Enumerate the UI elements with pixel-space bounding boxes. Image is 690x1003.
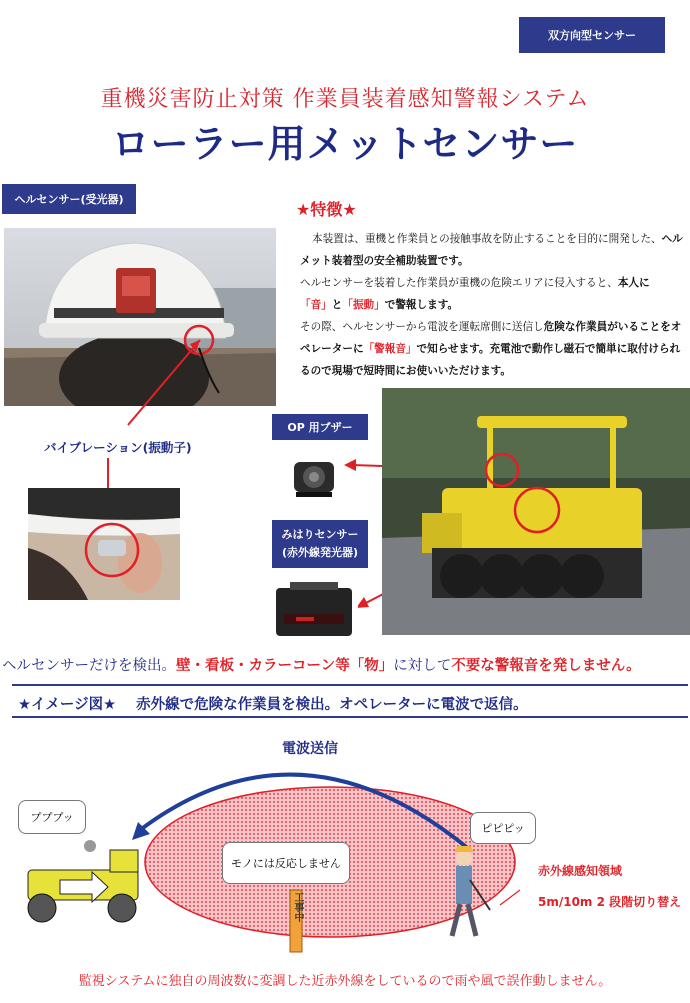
hel-sensor-label: ヘルセンサー(受光器)	[2, 184, 136, 214]
features-p2e: 「振動」	[342, 299, 385, 311]
rule-top	[12, 684, 688, 686]
ir-switch-label: 5m/10m 2 段階切り替え	[538, 895, 682, 909]
image-label: ★イメージ図★	[18, 697, 117, 713]
warning-a: ヘルセンサーだけを検出。	[2, 658, 176, 674]
features-p2c: 「音」	[300, 299, 332, 311]
ir-area-label: 赤外線感知領域	[538, 864, 623, 878]
mihari-label-line1: みはりセンサー	[281, 528, 359, 541]
features-p2b: 本人に	[617, 277, 650, 289]
features-p3b: 危険な作業員がいることをオペレーターに	[300, 321, 682, 355]
image-text: 赤外線で危険な作業員を検出。オペレーターに電波で返信。	[136, 697, 528, 713]
header-badge: 双方向型センサー	[519, 17, 665, 53]
bubble-left: プププッ	[18, 800, 86, 834]
vibration-label: バイブレーション(振動子)	[44, 440, 192, 455]
mihari-sensor-label	[272, 520, 368, 568]
features-p2a: ヘルセンサーを装着した作業員が重機の危険エリアに侵入すると、	[300, 277, 618, 289]
warning-c: 「物」	[349, 658, 394, 674]
rule-bottom	[12, 716, 688, 718]
op-buzzer-label: OP 用ブザー	[272, 414, 368, 440]
construction-sign: 工事中	[292, 892, 303, 922]
ear-photo	[28, 488, 180, 600]
page-title: ローラー用メットセンサー	[111, 122, 579, 166]
features-p3c: 「警報音」	[363, 343, 417, 355]
bubble-right: ピピピッ	[470, 812, 536, 844]
mihari-label-line2: (赤外線発光器)	[281, 546, 359, 559]
warning-line	[2, 654, 690, 675]
features-p3a: その際、ヘルセンサーから電波を運転席側に送信し	[300, 321, 544, 333]
features-p3d: で知らせます。充電池で動作し磁石で簡単に取付けられるので現場で短時間にお使いいただけます。	[300, 343, 681, 377]
features-p1a: 本装置は、重機と作業員との接触事故を防止することを目的に開発した、	[312, 233, 662, 245]
image-line	[18, 693, 528, 714]
features-p1b: ヘルメット装着型の安全補助装置です。	[300, 233, 683, 267]
warning-e: 不要な警報音を発しません。	[451, 658, 641, 674]
buzzer-photo	[288, 450, 340, 502]
features-p2f: で警報します。	[384, 299, 459, 311]
mihari-sensor-photo	[270, 578, 358, 644]
roller-photo	[382, 388, 690, 635]
bubble-center: モノには反応しません	[222, 842, 350, 884]
features-heading: ★特徴★	[296, 200, 357, 219]
radio-label: 電波送信	[282, 741, 338, 757]
warning-d: に対して	[393, 658, 452, 674]
features-p2d: と	[331, 299, 343, 311]
page-subtitle: 重機災害防止対策 作業員装着感知警報システム	[100, 87, 590, 112]
footer-note: 監視システムに独自の周波数に変調した近赤外線をしているので雨や風で誤作動しません。	[78, 974, 612, 989]
warning-b: 壁・看板・カラーコーン等	[176, 658, 350, 674]
